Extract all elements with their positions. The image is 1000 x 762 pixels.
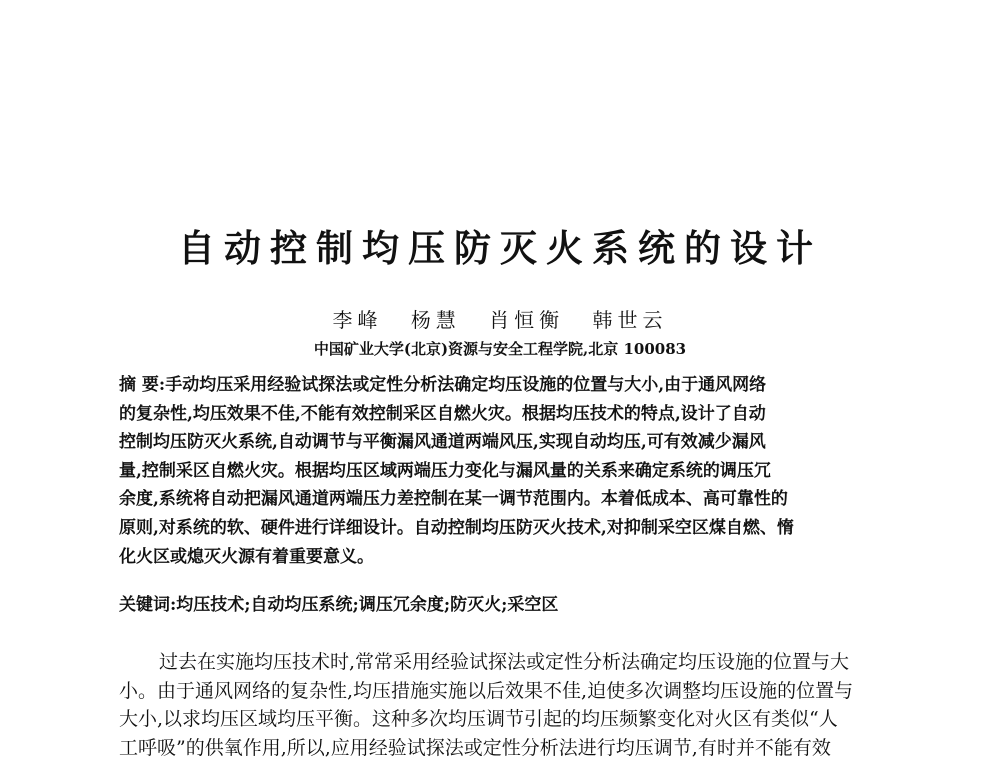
author-name: 韩世云 [593,304,668,333]
body-paragraph [119,648,897,762]
abstract-line: 化火区或熄灭火源有着重要意义。 [119,543,897,572]
abstract-line [119,371,897,400]
keywords-label: 关键词: [119,595,176,615]
abstract-line: 原则,对系统的软、硬件进行详细设计。自动控制均压防灭火技术,对抑制采空区煤自燃、惰 [119,514,897,543]
author-name: 李峰 [332,304,382,333]
abstract-line: 量,控制采区自燃火灾。根据均压区域两端压力变化与漏风量的关系来确定系统的调压冗 [119,457,897,486]
author-name: 杨慧 [411,304,461,333]
abstract-line: 余度,系统将自动把漏风通道两端压力差控制在某一调节范围内。本着低成本、高可靠性的 [119,485,897,514]
keywords [119,590,897,615]
paper-title: 自动控制均压防灭火系统的设计 [0,218,1000,272]
affiliation: 中国矿业大学(北京)资源与安全工程学院,北京 100083 [0,338,1000,359]
abstract-line: 的复杂性,均压效果不佳,不能有效控制采区自燃火灾。根据均压技术的特点,设计了自动 [119,400,897,429]
body-line: 过去在实施均压技术时,常常采用经验试探法或定性分析法确定均压设施的位置与大 [119,648,897,677]
author-name: 肖恒衡 [489,304,564,333]
body-line: 工呼吸”的供氧作用,所以,应用经验试探法或定性分析法进行均压调节,有时并不能有效 [119,734,897,762]
author-list [0,304,1000,333]
keywords-text: 均压技术;自动均压系统;调压冗余度;防灭火;采空区 [176,595,558,615]
abstract [119,371,897,571]
abstract-line: 控制均压防灭火系统,自动调节与平衡漏风通道两端风压,实现自动均压,可有效减少漏风 [119,428,897,457]
abstract-text: 手动均压采用经验试探法或定性分析法确定均压设施的位置与大小,由于通风网络 [165,375,766,395]
abstract-label: 摘 要: [119,375,165,395]
body-line: 小。由于通风网络的复杂性,均压措施实施以后效果不佳,迫使多次调整均压设施的位置与 [119,677,897,706]
body-line: 大小,以求均压区域均压平衡。这种多次均压调节引起的均压频繁变化对火区有类似“人 [119,705,897,734]
